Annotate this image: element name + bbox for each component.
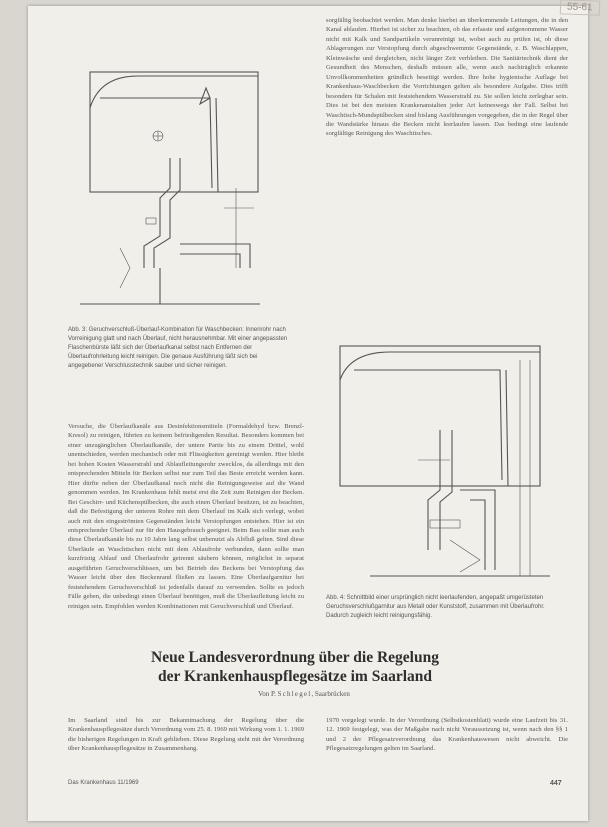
figure-2-caption: Abb. 4: Schnittbild einer ursprünglich nicht leerlaufenden, angepaßt umgerüsteten Geruchsverschlußgarnitur aus Metall oder Kunststoff, zusammen mit Überlaufrohr. Dadurch zugleich leicht reinigungsfähig. xyxy=(326,595,545,619)
figure-1-diagram xyxy=(60,68,270,308)
byline-author: Schlegel xyxy=(277,690,312,698)
footer-journal: Das Krankenhaus 11/1969 xyxy=(68,780,139,786)
figure-2-diagram xyxy=(330,340,565,580)
article-title-line-2: der Krankenhauspflegesätze im Saarland xyxy=(158,668,432,685)
byline-location: , Saarbrücken xyxy=(311,690,350,698)
article-text-right: 1970 vorgelegt wurde. In der Verordnung (Selbstkostenblatt) wurde eine Laufzeit bis 31. 12. 1969 festgelegt, was der Maßgabe nach nicht Voraussetzung ist, wenn nach den §§ 1 und 2 der Pflegesatzverordnung das Krankenhauswesen nicht abweicht. Die Pflegesatzregelungen gelten im Saarland. xyxy=(326,717,568,753)
body-text-right-top: sorgfältig beobachtet werden. Man denke hierbei an überkommende Leitungen, die in den Kanal ablaufen. Hierbei ist sicher zu beachten, ob das erfasste und aufgenommene Wasser nicht mit Kalk und Sandpartikeln verunreinigt ist, wobei auch zu prüfen ist, ob diese Ablagerungen zur Verstopfung durch abgeschwemmte Gegenstände, z. B. Waschlappen, Kleinwäsche und dergleichen, nicht länger Zeit verbleiben. Die Sanitärtechnik dient der Gesundheit des Menschen, deshalb müssen alle, wenn auch nachträglich erkannte Unvollkommenheiten gründlich beseitigt werden. Ihre hohe hygienische Auflage bei Krankenhaus-Waschbecken die Vorrichtungen gelten als besondere Aufgabe. Dies trifft besonders für Schalen mit feststehendem Wasserstrahl zu. Sie sollen leicht zerlegbar sein. Dies ist bei den meisten Krankenanstalten jeder Art keineswegs der Fall. Selbst bei Waschtisch-Mundspülbecken sind bislang Ausführungen vorgegeben, die in der Regel über die Wandstärke hinaus die Becken nicht leerlaufen lassen. Das bedingt eine laufende sorgfältige Reinigung des Waschtisches. xyxy=(326,17,568,138)
archive-stamp: 55-61 xyxy=(560,0,600,16)
article-title xyxy=(40,648,550,686)
article-title-line-1: Neue Landesverordnung über die Regelung xyxy=(151,649,439,666)
page-number: 447 xyxy=(550,780,562,787)
body-text-left: Versuche, die Überlaufkanäle aus Desinfektionsmitteln (Formaldehyd bzw. Brenzl-Kresol) zu reinigen, führten zu keinem befriedigenden Resultat. Besonders kommen bei einer unzugänglichen Überlaufkanäle, der untere Partie bis zu einem Drittel, wohl unentschieden, werden mechanisch oder mit Flüssigkeiten gereinigt werden. Hier bleibt bei hohen Kosten Wasserstrahl und Ablaufleitungsrohr zwecklos, da allerdings mit den entsprechenden Mitteln für Becken selbst nur zum Teil das Beste erreicht werden kann. Hier dürfte neben der Überlaufkanal noch nicht die Reinigungsweise auf die Wand genommen werden. Im Krankenhaus fehlt meist erst die Zeit zum Reinigen der Becken. Bei Geschirr- und Küchenspülbecken, die auch einen Überlauf besitzen, ist zu beachten, daß die Befestigung der unteren Rohre mit dem Überlauf im Kalk sich verlegt, wobei auch mit den eingeströmten Gegenständen leicht Verstopfungen entstehen. Hier ist ein entsprechender Überlauf nur für den Hausgebrauch geeignet. Beim Bau sollte man auch diese Überlaufkanäle bis zu 10 Jahre lang selbst unbenutzt als Abfluß gelten. Sind diese Überläufe an Waschtischen nicht mit dem Ablaufrohr verbunden, dann sollte man kurzfristig Ablauf und Überlaufrohr getrennt säubern können, möglichst in separat ausgeführten Geruchverschlüssen, um bei Betrieb des Beckens bei Verstopfung das Wasser leicht über den Beckenrand fließen zu lassen. Eine Überlaufgarnitur bei feststehendem Geruchsverschluß ist jedenfalls darauf zu verwenden. Sollte es jedoch Fälle geben, die unbedingt einen Überlauf benötigen, muß die Überlaufleitung leicht zu reinigen sein. Empfohlen werden Kombinationen mit Geruchverschluß und Überlauf. xyxy=(68,423,304,610)
figure-1-caption: Abb. 3: Geruchverschluß-Überlauf-Kombination für Waschbecken: Innenrohr nach Vorreinigung glatt und nach Überlauf, nicht herausnehmbar. Mit einer angepassten Flaschenbürste läßt sich der Überlaufkanal selbst nach Entfernen der Überlaufrohrleitung leicht reinigen. Die genaue Ausführung läßt sich bei angegebener Verschlusstechnik sauber und sicher reinigen. xyxy=(68,327,288,369)
article-text-left: Im Saarland sind bis zur Bekanntmachung der Regelung über die Krankenhauspflegesätze durch Verordnung vom 25. 8. 1969 mit Wirkung vom 1. 1. 1969 die bisherigen Regelungen in Kraft geblieben. Diese Regelung steht mit der Verordnung über Krankenhauspflegesätze in Zusammenhang. xyxy=(68,717,304,753)
byline xyxy=(0,690,608,698)
byline-prefix: Von P. xyxy=(258,690,276,698)
